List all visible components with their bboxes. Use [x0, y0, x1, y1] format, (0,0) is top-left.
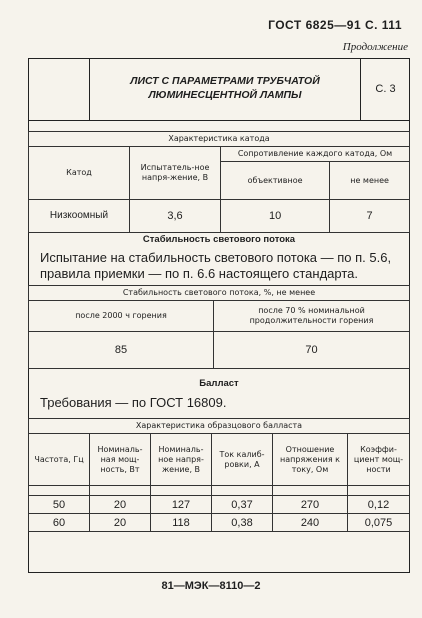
cell-power-factor: 0,12: [348, 496, 410, 514]
sheet-title: [94, 74, 356, 102]
footer-code: 81—МЭК—8110—2: [161, 580, 261, 592]
col-after-2000: после 2000 ч горения: [29, 301, 214, 332]
cathode-table-caption: Характеристика катода: [29, 132, 410, 147]
cell-power-factor: 0,075: [348, 514, 410, 532]
table-row: [29, 496, 410, 514]
table-row: [29, 514, 410, 532]
flux-table-caption: Стабильность светового потока, %, не менее: [29, 286, 410, 301]
col-after-70: после 70 % номинальной продолжительности горения: [214, 301, 410, 332]
spacer-cell: [90, 486, 151, 496]
sheet-title-block: [28, 58, 410, 121]
flux-table: [28, 285, 410, 369]
cathode-table: [28, 131, 410, 233]
col-calibration-current: Ток калиб-ровки, А: [212, 434, 273, 486]
spacer-cell: [212, 486, 273, 496]
spacer-cell: [151, 486, 212, 496]
col-voltage-current-ratio: Отношение напряжения к току, Ом: [273, 434, 348, 486]
col-cathode: Катод: [29, 147, 130, 200]
cell-rated-voltage: 118: [151, 514, 212, 532]
cell-voltage-current-ratio: 270: [273, 496, 348, 514]
cell-voltage-current-ratio: 240: [273, 514, 348, 532]
ballast-table-caption: Характеристика образцового балласта: [29, 419, 410, 434]
col-min: не менее: [330, 162, 410, 200]
sheet-title-line-2: ЛЮМИНЕСЦЕНТНОЙ ЛАМПЫ: [148, 89, 302, 101]
col-resistance-group: Сопротивление каждого катода, Ом: [221, 147, 410, 162]
ballast-section-title: Балласт: [199, 378, 239, 389]
sheet-title-line-1: ЛИСТ С ПАРАМЕТРАМИ ТРУБЧАТОЙ: [130, 75, 320, 87]
spacer-cell: [29, 486, 90, 496]
cell-rated-power: 20: [90, 514, 151, 532]
col-rated-power: Номиналь-ная мощ-ность, Вт: [90, 434, 151, 486]
cell-frequency: 60: [29, 514, 90, 532]
col-test-voltage: Испытатель-ное напря-жение, В: [130, 147, 221, 200]
flux-section-title: Стабильность светового потока: [142, 234, 296, 245]
sheet-number: С. 3: [360, 58, 410, 120]
cell-frequency: 50: [29, 496, 90, 514]
standard-code: ГОСТ 6825—91 С. 111: [268, 18, 402, 32]
cell-calibration-current: 0,37: [212, 496, 273, 514]
col-frequency: Частота, Гц: [29, 434, 90, 486]
spacer-cell: [273, 486, 348, 496]
col-power-factor: Коэффи-циент мощ-ности: [348, 434, 410, 486]
ballast-table: [28, 418, 410, 532]
sheet-title-left-cell: [28, 58, 90, 120]
continuation-label: Продолжение: [342, 41, 408, 53]
cell-after-70: 70: [214, 332, 410, 369]
flux-section-text: Испытание на стабильность светового потока — по п. 5.6, правила приемки — по п. 6.6 настоящего стандарта.: [40, 250, 392, 281]
cell-min: 7: [330, 200, 410, 233]
cell-after-2000: 85: [29, 332, 214, 369]
cell-calibration-current: 0,38: [212, 514, 273, 532]
cell-cathode: Низкоомный: [29, 200, 130, 233]
col-rated-voltage: Номиналь-ное напря-жение, В: [151, 434, 212, 486]
cell-rated-voltage: 127: [151, 496, 212, 514]
col-objective: объективное: [221, 162, 330, 200]
cell-objective: 10: [221, 200, 330, 233]
ballast-section-text: Требования — по ГОСТ 16809.: [40, 395, 227, 410]
spacer-cell: [348, 486, 410, 496]
cell-voltage: 3,6: [130, 200, 221, 233]
cell-rated-power: 20: [90, 496, 151, 514]
